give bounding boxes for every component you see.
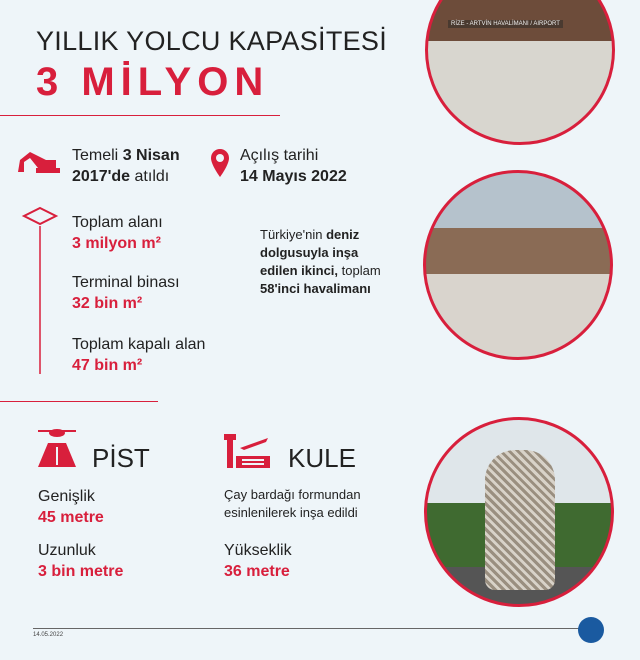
pist-width: Genişlik 45 metre xyxy=(38,488,104,526)
control-tower-photo xyxy=(424,417,614,607)
area-closed: Toplam kapalı alan 47 bin m² xyxy=(72,336,206,374)
kule-description: Çay bardağı formundan esinlenilerek inşa edildi xyxy=(224,487,361,520)
area-terminal: Terminal binası 32 bin m² xyxy=(72,274,180,312)
pist-title: PİST xyxy=(92,443,150,473)
runway-icon xyxy=(36,425,78,469)
excavator-icon xyxy=(16,148,64,174)
area-icon xyxy=(20,206,60,376)
location-pin-icon xyxy=(210,148,230,178)
tower-shape xyxy=(485,450,555,590)
airport-note: Türkiye'nin deniz dolgusuyla inşa edilen ikinci, toplam 58'inci havalimanı xyxy=(260,227,381,296)
kule-title: KULE xyxy=(288,443,356,473)
divider xyxy=(0,115,280,116)
divider xyxy=(0,401,158,402)
airport-sign: RİZE - ARTVİN HAVALİMANI / AIRPORT xyxy=(448,20,563,28)
control-tower-icon xyxy=(222,432,272,470)
footer-divider xyxy=(33,628,593,629)
pist-length: Uzunluk 3 bin metre xyxy=(38,542,124,580)
kule-height: Yükseklik 36 metre xyxy=(224,542,292,580)
opening-date: Açılış tarihi 14 Mayıs 2022 xyxy=(240,147,347,185)
footer-date: 14.05.2022 xyxy=(33,632,64,638)
capacity-value: 3 MİLYON xyxy=(36,60,270,104)
terminal-interior-photo xyxy=(423,170,613,360)
foundation-text: Temeli 3 Nisan 2017'de atıldı xyxy=(72,147,180,185)
area-total: Toplam alanı 3 milyon m² xyxy=(72,214,163,252)
title: YILLIK YOLCU KAPASİTESİ xyxy=(36,26,388,56)
airport-terminal-photo xyxy=(425,0,615,145)
aa-logo xyxy=(578,617,604,643)
